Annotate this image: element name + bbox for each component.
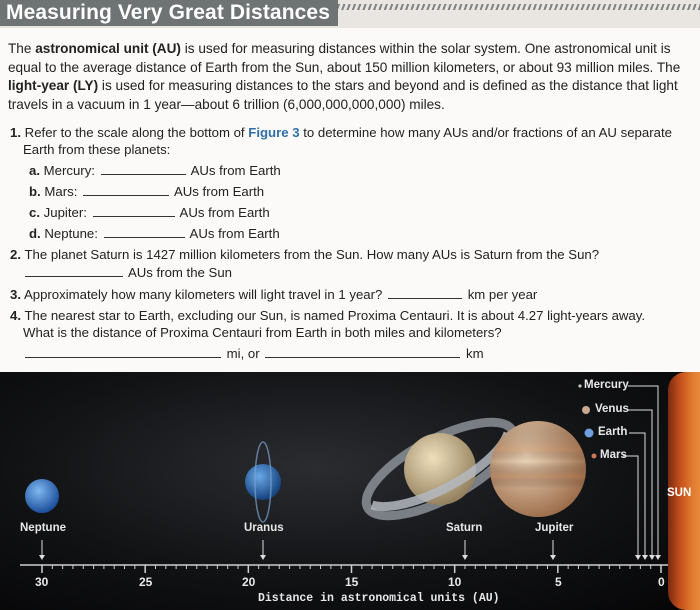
question-3 [10,286,537,303]
uranus-label: Uranus [244,522,284,534]
question-1c [29,204,270,221]
tick-label-10: 10 [448,575,462,589]
q1b-letter: b. [29,184,41,199]
venus-leader [628,410,652,558]
tick-label-30: 30 [35,575,49,589]
intro-text-1: The [8,41,36,56]
venus-label: Venus [595,403,629,415]
question-1d [29,225,280,242]
tick-label-20: 20 [242,575,256,589]
neptune-label: Neptune [20,522,66,534]
q1a-planet: Mercury: [43,163,95,178]
earth-label: Earth [598,426,628,438]
uranus-planet [245,464,281,500]
q1d-letter: d. [29,226,41,241]
q2-answer-blank[interactable] [25,264,123,277]
mars-planet [592,454,597,459]
q4-line1: The nearest star to Earth, excluding our Sun, is named Proxima Centauri. It is about 4.27 light-years away. [24,308,646,323]
question-4-line2: What is the distance of Proxima Centauri from Earth in both miles and kilometers? [23,325,502,340]
q1a-letter: a. [29,163,40,178]
q1-number: 1. [10,125,21,140]
q3-number: 3. [10,287,21,302]
question-1-line2: Earth from these planets: [23,142,171,157]
q2-number: 2. [10,247,21,262]
tick-label-5: 5 [555,575,562,589]
mars-label: Mars [600,449,627,461]
q1c-letter: c. [29,205,40,220]
au-term: astronomical unit (AU) [35,41,181,56]
axis-title: Distance in astronomical units (AU) [258,592,500,605]
sun-label: SUN [667,487,692,499]
q1-text-post: to determine how many AUs and/or fractions of an AU separate [299,125,672,140]
intro-paragraph [8,40,696,114]
q1d-suffix: AUs from Earth [189,226,280,241]
header-band [0,0,700,28]
q1b-planet: Mars: [44,184,78,199]
q4-km-blank[interactable] [265,345,460,358]
intro-text-3: is used for measuring distances to the stars and beyond and is defined as the distance that light travels in a vacuum in 1 year—about 6 trillion (6,000,000,000,000) miles. [8,78,678,112]
planet-arrows [39,540,661,560]
neptune-planet [25,479,59,513]
q1a-answer-blank[interactable] [101,162,186,175]
q4-miles-blank[interactable] [25,345,221,358]
q2-suffix: AUs from the Sun [127,265,233,280]
venus-planet [582,406,590,414]
q4-suffix: km [465,346,484,361]
q1c-planet: Jupiter: [43,205,87,220]
q3-suffix: km per year [467,287,538,302]
earth-leader [629,433,645,558]
q2-text: The planet Saturn is 1427 million kilometers from the Sun. How many AUs is Saturn from the Sun? [24,247,600,262]
q4-number: 4. [10,308,21,323]
q1-text-pre: Refer to the scale along the bottom of [24,125,249,140]
mercury-label: Mercury [584,379,629,391]
q1c-suffix: AUs from Earth [179,205,270,220]
question-2 [10,246,599,263]
figure-3-link[interactable]: Figure 3 [248,125,300,140]
mercury-planet [578,384,581,387]
ly-term: light-year (LY) [8,78,99,94]
jupiter-bands [490,421,586,517]
question-1 [10,124,672,141]
intro-text-2: is used for measuring distances within the solar system. One astronomical unit is equal to the average distance of Earth from the Sun, about 150 million kilometers, or about 93 million miles. The [8,41,681,75]
page-title: Measuring Very Great Distances [6,1,330,24]
header-stripe [338,4,700,10]
q3-text: Approximately how many kilometers will light travel in 1 year? [23,287,383,302]
q1b-suffix: AUs from Earth [173,184,265,199]
q1d-planet: Neptune: [44,226,98,241]
axis-minor-ticks [42,565,661,573]
q1b-answer-blank[interactable] [83,183,169,196]
q1c-answer-blank[interactable] [93,204,175,217]
tick-label-15: 15 [345,575,359,589]
saturn-label: Saturn [446,522,483,534]
q3-answer-blank[interactable] [388,286,462,299]
jupiter-label: Jupiter [535,522,574,534]
mercury-leader [628,386,658,558]
question-4-answer [23,345,484,362]
q4-mid-text: mi, or [226,346,260,361]
earth-planet [585,429,594,438]
question-2-answer [23,264,232,281]
q1d-answer-blank[interactable] [104,225,185,238]
q1a-suffix: AUs from Earth [190,163,281,178]
question-4 [10,307,645,324]
tick-label-25: 25 [139,575,153,589]
mars-leader [623,456,638,558]
question-1a [29,162,281,179]
question-1b [29,183,264,200]
tick-label-0: 0 [658,575,665,589]
